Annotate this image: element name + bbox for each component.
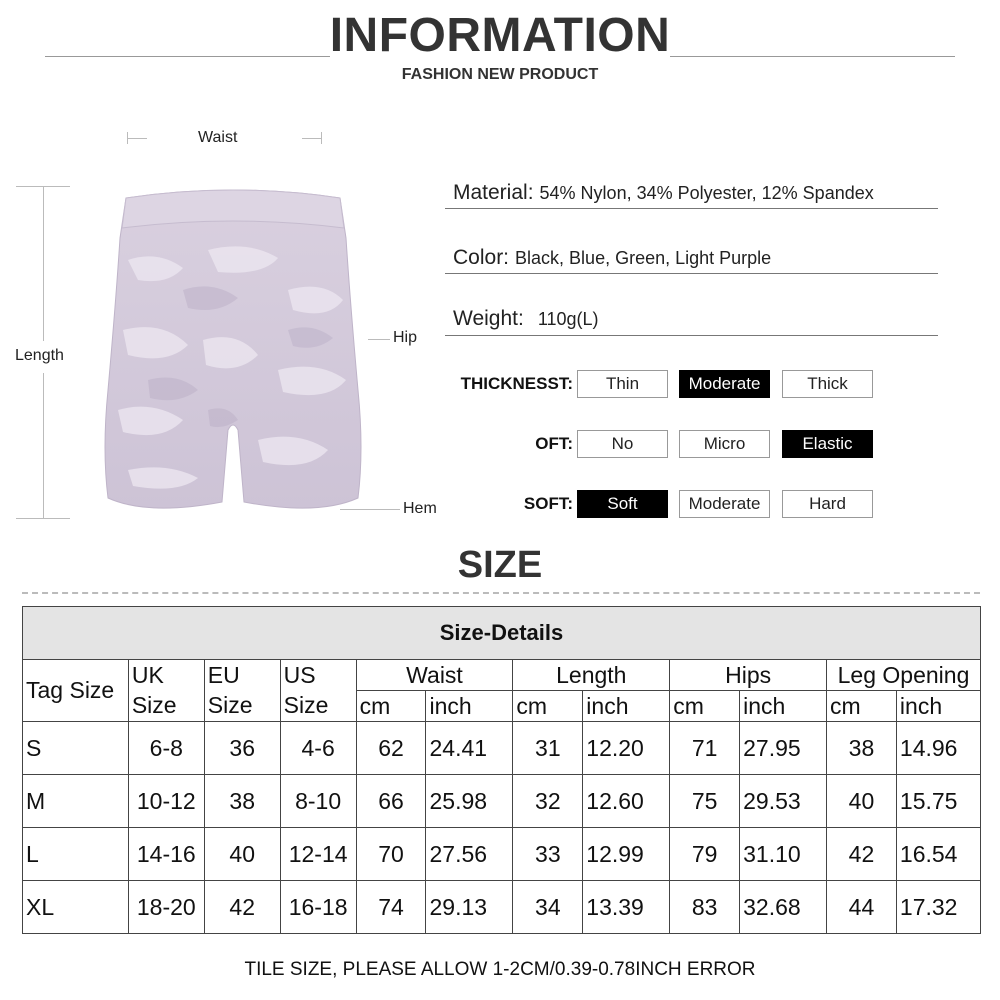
leg-opening-header: Leg Opening <box>827 660 981 691</box>
color-label: Color: <box>453 246 510 269</box>
length-header: Length <box>513 660 670 691</box>
table-row <box>23 722 981 775</box>
uk-size-cell: 18-20 <box>128 881 204 934</box>
soft-option-moderate: Moderate <box>679 490 770 518</box>
eu-header-line2: Size <box>204 691 280 722</box>
waist-cm-cell: 66 <box>356 775 426 828</box>
length-cm-cell: 31 <box>513 722 583 775</box>
material-row <box>453 181 874 205</box>
hips-cm-cell: 71 <box>670 722 740 775</box>
waist-header: Waist <box>356 660 513 691</box>
oft-label: OFT: <box>535 434 573 453</box>
hem-label: Hem <box>403 500 437 517</box>
footer-note: TILE SIZE, PLEASE ALLOW 1-2CM/0.39-0.78INCH ERROR <box>244 959 756 980</box>
table-row <box>23 828 981 881</box>
page-title: INFORMATION <box>329 9 671 62</box>
page-subtitle: FASHION NEW PRODUCT <box>401 66 599 83</box>
thickness-option-thin: Thin <box>577 370 668 398</box>
oft-option-micro: Micro <box>679 430 770 458</box>
shorts-image <box>88 180 378 520</box>
length-inch-cell: 12.99 <box>583 828 670 881</box>
length-dimension-bottom-tick <box>16 518 70 519</box>
us-size-cell: 4-6 <box>280 722 356 775</box>
waist-cm-cell: 70 <box>356 828 426 881</box>
tag-size-cell: L <box>23 828 129 881</box>
waist-inch-header: inch <box>426 691 513 722</box>
eu-size-cell: 40 <box>204 828 280 881</box>
size-table-caption: Size-Details <box>23 607 981 660</box>
waist-inch-cell: 29.13 <box>426 881 513 934</box>
uk-size-cell: 6-8 <box>128 722 204 775</box>
weight-value: 110g(L) <box>537 309 599 329</box>
hips-inch-cell: 29.53 <box>740 775 827 828</box>
eu-size-cell: 38 <box>204 775 280 828</box>
uk-size-cell: 14-16 <box>128 828 204 881</box>
weight-label: Weight: <box>453 307 524 330</box>
hips-inch-header: inch <box>740 691 827 722</box>
length-cm-cell: 33 <box>513 828 583 881</box>
length-inch-cell: 12.20 <box>583 722 670 775</box>
material-value: 54% Nylon, 34% Polyester, 12% Spandex <box>539 183 874 203</box>
color-value: Black, Blue, Green, Light Purple <box>515 248 772 268</box>
waist-dimension-tick-left <box>127 132 128 144</box>
material-label: Material: <box>453 181 534 204</box>
hips-cm-cell: 75 <box>670 775 740 828</box>
us-size-cell: 8-10 <box>280 775 356 828</box>
length-dimension-line-lower <box>43 373 44 518</box>
thickness-option-moderate: Moderate <box>679 370 770 398</box>
hips-header: Hips <box>670 660 827 691</box>
length-cm-cell: 32 <box>513 775 583 828</box>
oft-option-elastic: Elastic <box>782 430 873 458</box>
length-inch-header: inch <box>583 691 670 722</box>
tag-size-cell: XL <box>23 881 129 934</box>
color-row <box>453 246 771 270</box>
color-underline <box>445 273 938 274</box>
size-table <box>22 606 981 934</box>
length-inch-cell: 12.60 <box>583 775 670 828</box>
weight-underline <box>445 335 938 336</box>
hips-cm-cell: 83 <box>670 881 740 934</box>
waist-dimension-line <box>127 138 147 139</box>
size-section-divider <box>22 592 980 594</box>
waist-label: Waist <box>198 129 238 146</box>
length-dimension-line-upper <box>43 186 44 341</box>
length-label: Length <box>15 347 64 364</box>
uk-size-cell: 10-12 <box>128 775 204 828</box>
material-underline <box>445 208 938 209</box>
eu-header-line1: EU <box>204 660 280 691</box>
length-inch-cell: 13.39 <box>583 881 670 934</box>
uk-header-line2: Size <box>128 691 204 722</box>
weight-row <box>453 307 599 331</box>
leg-cm-cell: 42 <box>827 828 897 881</box>
us-header-line1: US <box>280 660 356 691</box>
thickness-option-thick: Thick <box>782 370 873 398</box>
waist-inch-cell: 25.98 <box>426 775 513 828</box>
tag-size-cell: M <box>23 775 129 828</box>
waist-cm-header: cm <box>356 691 426 722</box>
uk-header-line1: UK <box>128 660 204 691</box>
us-header-line2: Size <box>280 691 356 722</box>
leg-cm-cell: 44 <box>827 881 897 934</box>
tag-size-header: Tag Size <box>23 660 129 722</box>
size-section-title: SIZE <box>457 544 543 586</box>
eu-size-cell: 36 <box>204 722 280 775</box>
eu-size-cell: 42 <box>204 881 280 934</box>
soft-label: SOFT: <box>523 494 573 513</box>
us-size-cell: 16-18 <box>280 881 356 934</box>
waist-cm-cell: 62 <box>356 722 426 775</box>
waist-dimension-tick-right <box>321 132 322 144</box>
length-cm-cell: 34 <box>513 881 583 934</box>
waist-inch-cell: 27.56 <box>426 828 513 881</box>
hips-inch-cell: 32.68 <box>740 881 827 934</box>
hips-inch-cell: 27.95 <box>740 722 827 775</box>
hip-label: Hip <box>393 329 418 346</box>
waist-cm-cell: 74 <box>356 881 426 934</box>
leg-inch-cell: 16.54 <box>896 828 980 881</box>
leg-inch-cell: 17.32 <box>896 881 980 934</box>
table-row <box>23 881 981 934</box>
tag-size-cell: S <box>23 722 129 775</box>
soft-option-hard: Hard <box>782 490 873 518</box>
hips-cm-cell: 79 <box>670 828 740 881</box>
table-row <box>23 775 981 828</box>
leg-inch-cell: 14.96 <box>896 722 980 775</box>
oft-option-no: No <box>577 430 668 458</box>
waist-inch-cell: 24.41 <box>426 722 513 775</box>
leg-inch-header: inch <box>896 691 980 722</box>
hips-inch-cell: 31.10 <box>740 828 827 881</box>
leg-cm-header: cm <box>827 691 897 722</box>
soft-option-soft: Soft <box>577 490 668 518</box>
leg-cm-cell: 38 <box>827 722 897 775</box>
thickness-label: THICKNESST: <box>460 374 573 393</box>
leg-inch-cell: 15.75 <box>896 775 980 828</box>
length-cm-header: cm <box>513 691 583 722</box>
waist-dimension-line-right <box>302 138 322 139</box>
us-size-cell: 12-14 <box>280 828 356 881</box>
leg-cm-cell: 40 <box>827 775 897 828</box>
hips-cm-header: cm <box>670 691 740 722</box>
